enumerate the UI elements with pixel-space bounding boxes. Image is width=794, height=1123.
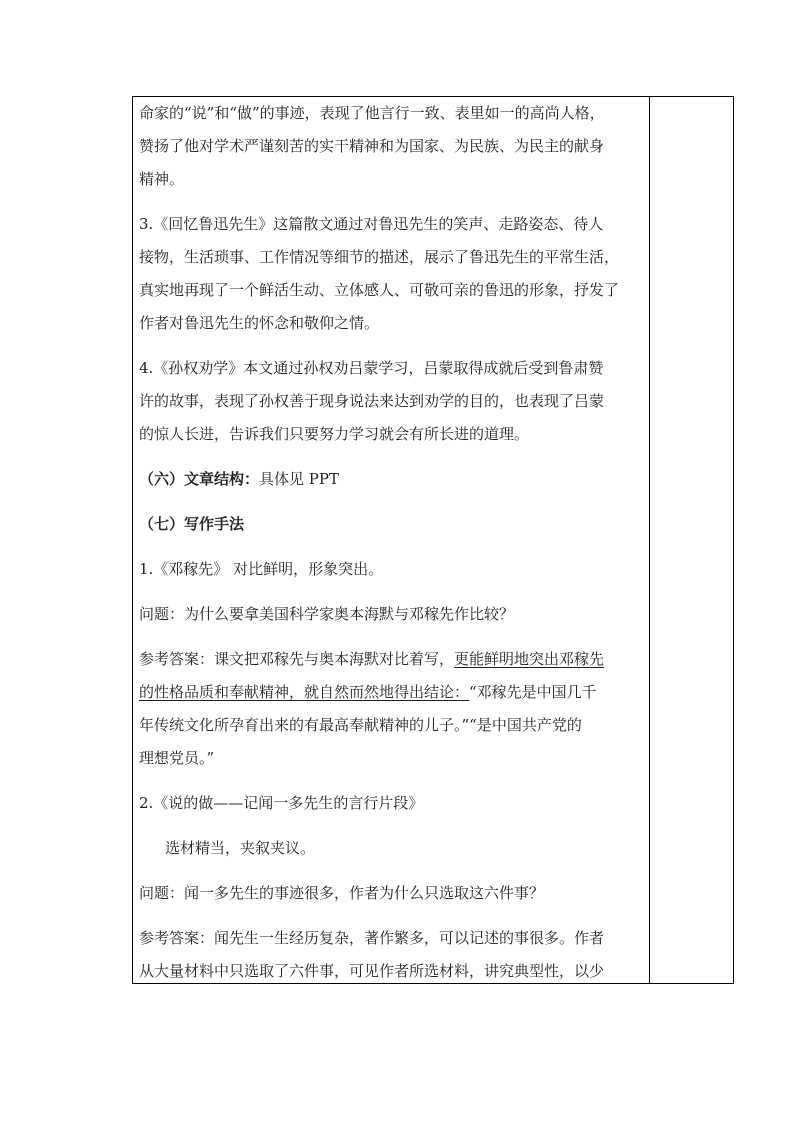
answer-2-line: 从大量材料中只选取了六件事，可见作者所选材料，讲究典型性，以少 bbox=[139, 962, 605, 980]
text-line: 的惊人长进，告诉我们只要努力学习就会有所长进的道理。 bbox=[139, 425, 530, 443]
text-line: 真实地再现了一个鲜活生动、立体感人、可敬可亲的鲁迅的形象，抒发了 bbox=[139, 281, 620, 299]
answer-1-line: 理想党员。” bbox=[139, 749, 215, 767]
column-divider bbox=[649, 97, 650, 983]
question-2: 问题：闻一多先生的事迹很多，作者为什么只选取这六件事？ bbox=[139, 884, 545, 902]
answer-1-line: 年传统文化所孕育出来的有最高奉献精神的儿子。”“是中国共产党的 bbox=[139, 716, 582, 734]
answer-1-line bbox=[139, 676, 647, 709]
text-line: 接物，生活琐事、工作情况等细节的描述，展示了鲁迅先生的平常生活， bbox=[139, 248, 620, 266]
text-line: 3.《回忆鲁迅先生》这篇散文通过对鲁迅先生的笑声、走路姿态、待人 bbox=[139, 215, 604, 233]
answer-1-underlined: 更能鲜明地突出邓稼先 bbox=[454, 650, 605, 668]
section-6-heading: （六）文章结构： bbox=[139, 470, 260, 488]
text-line: 命家的“说”和“做”的事迹，表现了他言行一致、表里如一的高尚人格， bbox=[139, 104, 605, 122]
text-line: 许的故事，表现了孙权善于现身说法来达到劝学的目的，也表现了吕蒙 bbox=[139, 392, 605, 410]
answer-1-text: 参考答案：课文把邓稼先与奥本海默对比着写， bbox=[139, 650, 455, 668]
text-line: 精神。 bbox=[139, 170, 185, 188]
content-table bbox=[132, 96, 734, 984]
section-7-heading: （七）写作手法 bbox=[139, 515, 245, 533]
item-1: 1.《邓稼先》 对比鲜明，形象突出。 bbox=[139, 560, 384, 578]
answer-1-line bbox=[139, 643, 647, 676]
text-line: 作者对鲁迅先生的怀念和敬仰之情。 bbox=[139, 314, 380, 332]
text-line: 4.《孙权劝学》本文通过孙权劝吕蒙学习，吕蒙取得成就后受到鲁肃赞 bbox=[139, 359, 604, 377]
main-text-cell bbox=[139, 97, 647, 983]
answer-1-text: “邓稼先是中国几千 bbox=[469, 683, 597, 701]
question-1: 问题：为什么要拿美国科学家奥本海默与邓稼先作比较？ bbox=[139, 605, 515, 623]
answer-1-underlined: 的性格品质和奉献精神，就自然而然地得出结论： bbox=[139, 683, 470, 701]
item-2-feature: 选材精当，夹叙夹议。 bbox=[165, 839, 316, 857]
item-2: 2.《说的做——记闻一多先生的言行片段》 bbox=[139, 794, 424, 812]
section-6-line bbox=[139, 463, 647, 496]
section-6-text: 具体见 PPT bbox=[259, 470, 339, 488]
answer-2-line: 参考答案：闻先生一生经历复杂，著作繁多，可以记述的事很多。作者 bbox=[139, 929, 605, 947]
text-line: 赞扬了他对学术严谨刻苦的实干精神和为国家、为民族、为民主的献身 bbox=[139, 137, 605, 155]
